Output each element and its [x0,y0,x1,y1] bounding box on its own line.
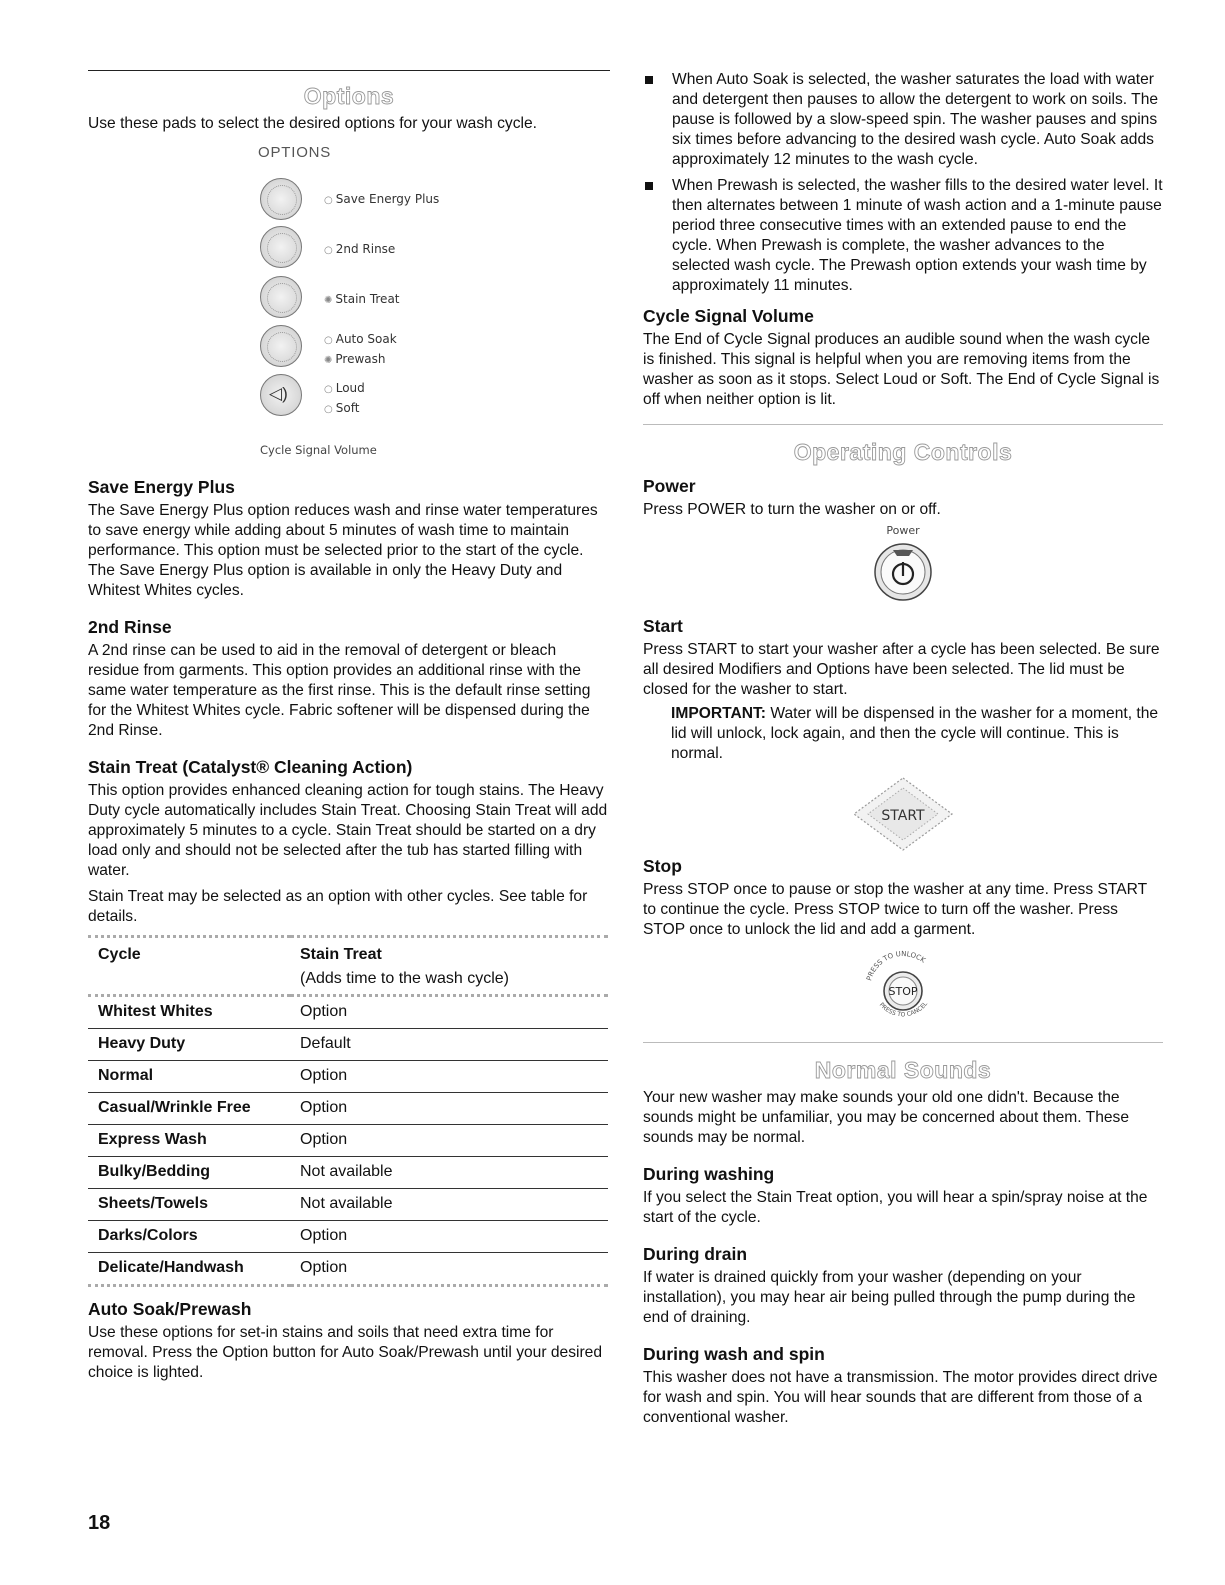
options-panel-illustration [88,138,610,463]
during-spin-section [643,1344,1163,1428]
during-washing-heading: During washing [643,1164,775,1184]
stop-button-icon [858,944,948,1034]
auto-soak-body: Use these options for set-in stains and soils that need extra time for removal. Press the Option button for Auto Soak/Prewash until your desired choice is lighted. [88,1324,602,1381]
panel-heading: OPTIONS [258,144,332,161]
start-button-icon [848,774,958,854]
normal-sounds-title: Normal Sounds [814,1057,992,1083]
during-drain-section [643,1244,1163,1328]
table-row: Whitest Whites Option [88,996,608,1029]
cycle-signal-heading: Cycle Signal Volume [643,306,814,326]
important-label: IMPORTANT: [671,705,766,722]
options-intro: Use these pads to select the desired options for your wash cycle. [88,115,537,132]
stop-icon-label: STOP [888,985,918,998]
soak-prewash-bullets [643,70,1163,296]
stain-treat-label: ✺ Stain Treat [324,292,400,306]
left-column [88,70,610,1383]
start-illustration [643,774,1163,854]
stop-arc-top-label: PRESS TO UNLOCK [865,949,927,982]
led-icon: ○ [324,335,333,346]
stop-arc-bottom-label: PRESS TO CANCEL [877,1000,930,1019]
panel-caption: Cycle Signal Volume [260,443,377,457]
led-icon: ✺ [324,355,333,366]
important-note [671,704,1163,764]
auto-soak-prewash-pad [260,325,302,367]
stop-body: Press STOP once to pause or stop the washer at any time. Press START to continue the cycle. Press STOP twice to turn off the washer. Press STOP once to unlock the lid and add a garment. [643,881,1147,938]
stain-treat-note: Stain Treat may be selected as an option with other cycles. See table for details. [88,888,588,925]
right-column [643,70,1163,1428]
table-row: Sheets/Towels Not available [88,1189,608,1221]
power-section [643,476,1163,612]
table-row: Heavy Duty Default [88,1029,608,1061]
start-section [643,616,1163,854]
power-icon-label: Power [886,524,920,537]
divider [643,424,1163,425]
auto-soak-heading: Auto Soak/Prewash [88,1299,252,1319]
during-spin-body: This washer does not have a transmission. The motor provides direct drive for wash and spin. You will hear sounds that are different from those of a conventional washer. [643,1369,1158,1426]
led-icon: ○ [324,195,333,206]
table-row: Normal Option [88,1061,608,1093]
page-number: 18 [88,1512,111,1534]
save-energy-body: The Save Energy Plus option reduces wash and rinse water temperatures to save energy while adding about 5 minutes of wash time to maintain performance. This option must be selected prior to the start of the cycle. The Save Energy Plus option is available in only the Heavy Duty and Whitest Whites cycles. [88,502,598,599]
speaker-icon: ◁) [269,384,288,403]
options-title: Options [303,83,395,109]
cycle-signal-body: The End of Cycle Signal produces an audible sound when the wash cycle is finished. This signal is helpful when you are removing items from the washer as soon as it stops. Select Loud or Soft. The End of Cycle Signal is off when neither option is lit. [643,331,1160,408]
stop-section [643,856,1163,1034]
stain-treat-heading: Stain Treat (Catalyst® Cleaning Action) [88,757,413,777]
operating-controls-title: Operating Controls [793,439,1013,465]
cycle-signal-pad [260,374,302,416]
power-body: Press POWER to turn the washer on or off. [643,501,941,518]
cycle-signal-section [643,306,1163,410]
soft-label: ○ Soft [324,401,360,415]
table-row: Bulky/Bedding Not available [88,1157,608,1189]
start-body: Press START to start your washer after a cycle has been selected. Be sure all desired Modifiers and Options have been selected. The lid must be closed for the washer to start. [643,641,1160,698]
led-icon: ○ [324,245,333,256]
table-header-stain-treat: Stain Treat [290,937,608,965]
stain-treat-section [88,757,610,927]
prewash-label: ✺ Prewash [324,352,386,366]
divider [643,1042,1163,1043]
power-button-icon [863,520,943,612]
start-heading: Start [643,616,683,636]
second-rinse-pad [260,226,302,268]
led-icon: ○ [324,384,333,395]
table-header-cycle: Cycle [88,937,290,965]
stain-treat-body: This option provides enhanced cleaning action for tough stains. The Heavy Duty cycle automatically includes Stain Treat. Choosing Stain Treat will add approximately 5 minutes to a cycle. Stain Treat should be started on a dry load only and should not be selected after the tub has started filling with water. [88,782,608,879]
save-energy-label: ○ Save Energy Plus [324,192,440,206]
second-rinse-section [88,617,610,741]
normal-sounds-intro: Your new washer may make sounds your old one didn't. Because the sounds might be unfamiliar, you may be concerned about them. These sounds may be normal. [643,1089,1130,1146]
top-rule [88,70,610,71]
stain-treat-table [88,935,608,1287]
start-icon-label: START [881,808,925,824]
auto-soak-label: ○ Auto Soak [324,332,397,346]
loud-label: ○ Loud [324,381,365,395]
table-row: Darks/Colors Option [88,1221,608,1253]
led-icon: ✺ [324,295,333,306]
during-washing-section [643,1164,1163,1228]
table-row: Express Wash Option [88,1125,608,1157]
auto-soak-section [88,1299,610,1383]
list-item: When Auto Soak is selected, the washer saturates the load with water and detergent then pauses to allow the detergent to work on soils. The pause is followed by a slow-speed spin. The washer pauses and spins six times before advancing to the desired wash cycle. Auto Soak adds approximately 12 minutes to the wash cycle. [643,70,1163,170]
during-drain-body: If water is drained quickly from your washer (depending on your installation), you may hear air being pulled through the pump during the end of draining. [643,1269,1136,1326]
led-icon: ○ [324,404,333,415]
stop-heading: Stop [643,856,682,876]
save-energy-heading: Save Energy Plus [88,477,235,497]
during-spin-heading: During wash and spin [643,1344,825,1364]
stain-treat-pad [260,276,302,318]
save-energy-section [88,477,610,601]
during-washing-body: If you select the Stain Treat option, you will hear a spin/spray noise at the start of the cycle. [643,1189,1148,1226]
important-text: Water will be dispensed in the washer for a moment, the lid will unlock, lock again, and then the cycle will continue. This is normal. [671,705,1159,762]
stop-illustration [643,944,1163,1034]
save-energy-pad [260,178,302,220]
second-rinse-heading: 2nd Rinse [88,617,172,637]
second-rinse-label: ○ 2nd Rinse [324,242,396,256]
table-row: Casual/Wrinkle Free Option [88,1093,608,1125]
during-drain-heading: During drain [643,1244,748,1264]
table-row: Delicate/Handwash Option [88,1253,608,1286]
list-item: When Prewash is selected, the washer fills to the desired water level. It then alternates between 1 minute of wash action and a 1-minute pause period three consecutive times with an extended pause to end the cycle. When Prewash is complete, the washer advances to the selected wash cycle. The Prewash option extends your wash time by approximately 11 minutes. [643,176,1163,296]
table-subheader-row [88,964,608,996]
second-rinse-body: A 2nd rinse can be used to aid in the removal of detergent or bleach residue from garments. This option provides an additional rinse with the same water temperature as the first rinse. This is the default rinse setting for the Whitest Whites cycle. Fabric softener will be dispensed during the 2nd Rinse. [88,642,591,739]
table-subheader: (Adds time to the wash cycle) [290,964,608,996]
table-header-row [88,937,608,965]
power-illustration [643,520,1163,612]
power-heading: Power [643,476,696,496]
